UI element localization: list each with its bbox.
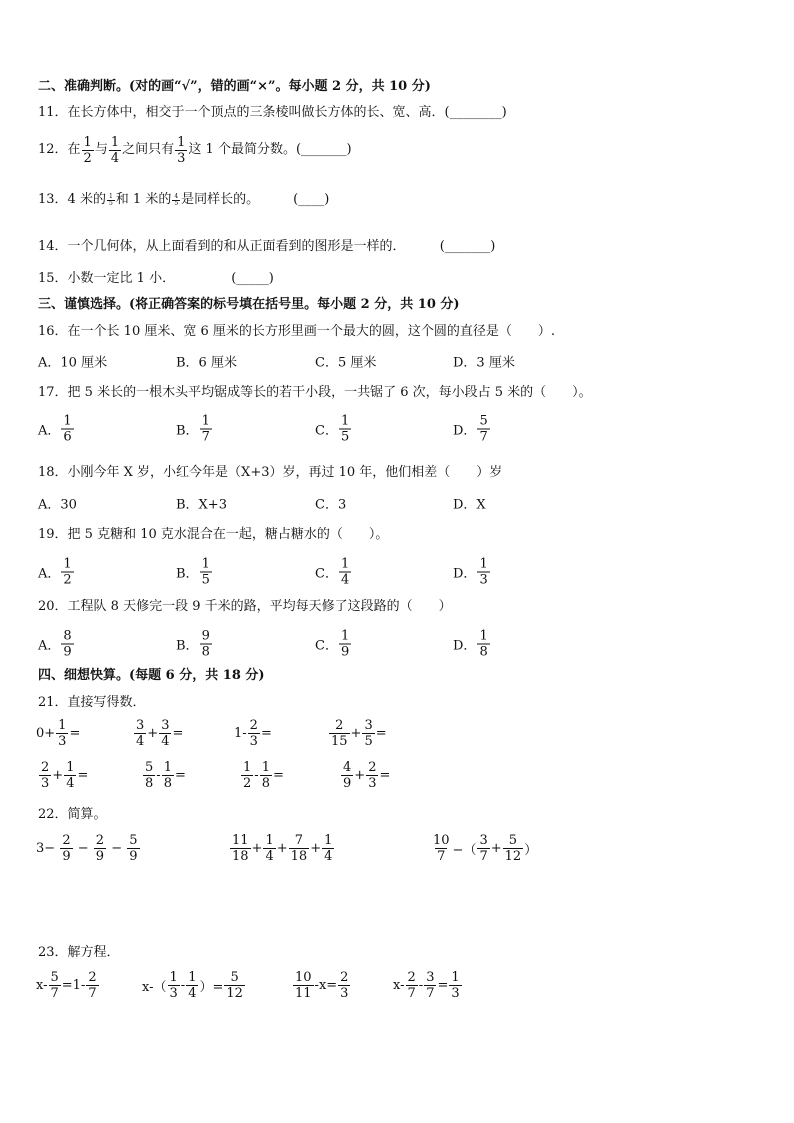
question-12 [38, 132, 352, 168]
q17-option-a[interactable]: A． $\frac{1}{6}$ [38, 413, 72, 445]
q15-text: 15．小数一定比 1 小． [38, 271, 176, 286]
q12-mid2: 之间只有 [122, 142, 175, 157]
q23-equation-1: x- $\frac{5}{7}$ =1- $\frac{2}{7}$ [36, 970, 97, 1001]
section2-heading: 二、准确判断。(对的画“√”，错的画“×”。每小题 2 分，共 10 分) [38, 79, 431, 94]
q19-option-b[interactable]: B． $\frac{1}{5}$ [176, 556, 210, 588]
q13-fraction-2: $\frac{4}{5}$ [174, 192, 179, 207]
question-16-options [38, 343, 758, 379]
q21-expression-4: $\frac{2}{15}$ + $\frac{3}{5}$ = [331, 718, 387, 749]
q12-suffix: 这 1 个最简分数。(_______) [188, 142, 352, 157]
q21-expression-7: $\frac{1}{2}$ - $\frac{1}{8}$ = [243, 760, 284, 791]
q22-calculation-3: $\frac{10}{7}$ −（ $\frac{3}{7}$ + $\frac{5}{12}$ ） [433, 833, 538, 864]
q14-answer-blank[interactable]: (_______) [439, 239, 496, 254]
question-18-options [38, 485, 758, 521]
q17-option-b[interactable]: B． $\frac{1}{7}$ [176, 413, 210, 445]
q18-option-b[interactable]: B．X+3 [176, 497, 227, 513]
q20-option-a[interactable]: A． $\frac{8}{9}$ [38, 628, 72, 660]
question-18-stem: 18．小刚今年 X 岁，小红今年是（X+3）岁，再过 10 年，他们相差（ ）岁 [38, 465, 503, 480]
question-17-options [38, 409, 758, 449]
question-19-stem: 19．把 5 克糖和 10 克水混合在一起，糖占糖水的（ ）。 [38, 527, 389, 542]
q21-expression-1: 0+ $\frac{1}{3}$ = [36, 718, 81, 749]
q12-fraction-1: $\frac{1}{2}$ [83, 134, 92, 166]
question-14 [38, 238, 495, 256]
q12-mid1: 与 [94, 142, 108, 157]
q18-option-d[interactable]: D．X [453, 497, 486, 513]
q16-option-a[interactable]: A．10 厘米 [38, 355, 108, 371]
q14-text: 14．一个几何体，从上面看到的和从正面看到的图形是一样的． [38, 239, 406, 254]
q12-fraction-2: $\frac{1}{4}$ [110, 134, 120, 166]
q13-fraction-1: $\frac{1}{5}$ [108, 192, 113, 207]
q20-option-d[interactable]: D． $\frac{1}{8}$ [453, 628, 488, 660]
question-23-title: 23．解方程． [38, 945, 120, 960]
q15-answer-blank[interactable]: (_____) [231, 271, 274, 286]
q18-option-a[interactable]: A．30 [38, 497, 77, 513]
question-22-title: 22．简算。 [38, 807, 107, 822]
q23-equation-2: x-（ $\frac{1}{3}$ - $\frac{1}{4}$ ）= $\frac{5}{12}$ [142, 970, 243, 1001]
q21-expression-3: 1- $\frac{2}{3}$ = [234, 718, 272, 749]
question-21-title: 21．直接写得数． [38, 695, 146, 710]
q21-expression-2: $\frac{3}{4}$ + $\frac{3}{4}$ = [136, 718, 184, 749]
q17-option-d[interactable]: D． $\frac{5}{7}$ [453, 413, 488, 445]
q21-expression-6: $\frac{5}{8}$ - $\frac{1}{8}$ = [145, 760, 186, 791]
question-13 [38, 190, 329, 210]
q16-option-d[interactable]: D．3 厘米 [453, 355, 515, 371]
q12-prefix: 12．在 [38, 142, 81, 157]
q17-option-c[interactable]: C． $\frac{1}{5}$ [315, 413, 350, 445]
q19-option-c[interactable]: C． $\frac{1}{4}$ [315, 556, 350, 588]
q20-option-b[interactable]: B． $\frac{9}{8}$ [176, 628, 210, 660]
q12-fraction-3: $\frac{1}{3}$ [177, 134, 186, 166]
q18-option-c[interactable]: C．3 [315, 497, 347, 513]
section4-heading: 四、细想快算。(每题 6 分，共 18 分) [38, 668, 265, 683]
q13-answer-blank[interactable]: (____) [293, 192, 330, 207]
q13-prefix: 13．4 米的 [38, 192, 106, 207]
q22-calculation-1: 3− $\frac{2}{9}$ − $\frac{2}{9}$ − $\frac{5}{9}$ [36, 833, 138, 864]
q22-calculation-2: $\frac{11}{18}$ + $\frac{1}{4}$ + $\frac{7}{18}$ + $\frac{1}{4}$ [232, 833, 333, 864]
question-20-options [38, 624, 758, 664]
question-17-stem: 17．把 5 米长的一根木头平均锯成等长的若干小段，一共锯了 6 次，每小段占 5 米的（ ）。 [38, 385, 592, 400]
q13-suffix: 是同样长的。 [181, 192, 260, 207]
q20-option-c[interactable]: C． $\frac{1}{9}$ [315, 628, 350, 660]
question-20-stem: 20．工程队 8 天修完一段 9 千米的路，平均每天修了这段路的（ ） [38, 599, 452, 614]
q23-equation-4: x- $\frac{2}{7}$ - $\frac{3}{7}$ = $\frac{1}{3}$ [393, 970, 460, 1001]
q21-expression-8: $\frac{4}{9}$ + $\frac{2}{3}$ = [343, 760, 391, 791]
q23-equation-3: $\frac{10}{11}$ -x= $\frac{2}{3}$ [295, 970, 349, 1001]
q19-option-d[interactable]: D． $\frac{1}{3}$ [453, 556, 488, 588]
q19-option-a[interactable]: A． $\frac{1}{2}$ [38, 556, 72, 588]
section3-heading: 三、谨慎选择。(将正确答案的标号填在括号里。每小题 2 分，共 10 分) [38, 297, 460, 312]
question-16-stem: 16．在一个长 10 厘米、宽 6 厘米的长方形里画一个最大的圆，这个圆的直径是（ ）. [38, 324, 556, 339]
q13-mid: 和 1 米的 [115, 192, 172, 207]
question-15 [38, 270, 274, 288]
question-11: 11．在长方体中，相交于一个顶点的三条棱叫做长方体的长、宽、高．(________) [38, 105, 507, 120]
q16-option-c[interactable]: C．5 厘米 [315, 355, 377, 371]
question-19-options [38, 552, 758, 592]
q16-option-b[interactable]: B．6 厘米 [176, 355, 237, 371]
q21-expression-5: $\frac{2}{3}$ + $\frac{1}{4}$ = [41, 760, 89, 791]
